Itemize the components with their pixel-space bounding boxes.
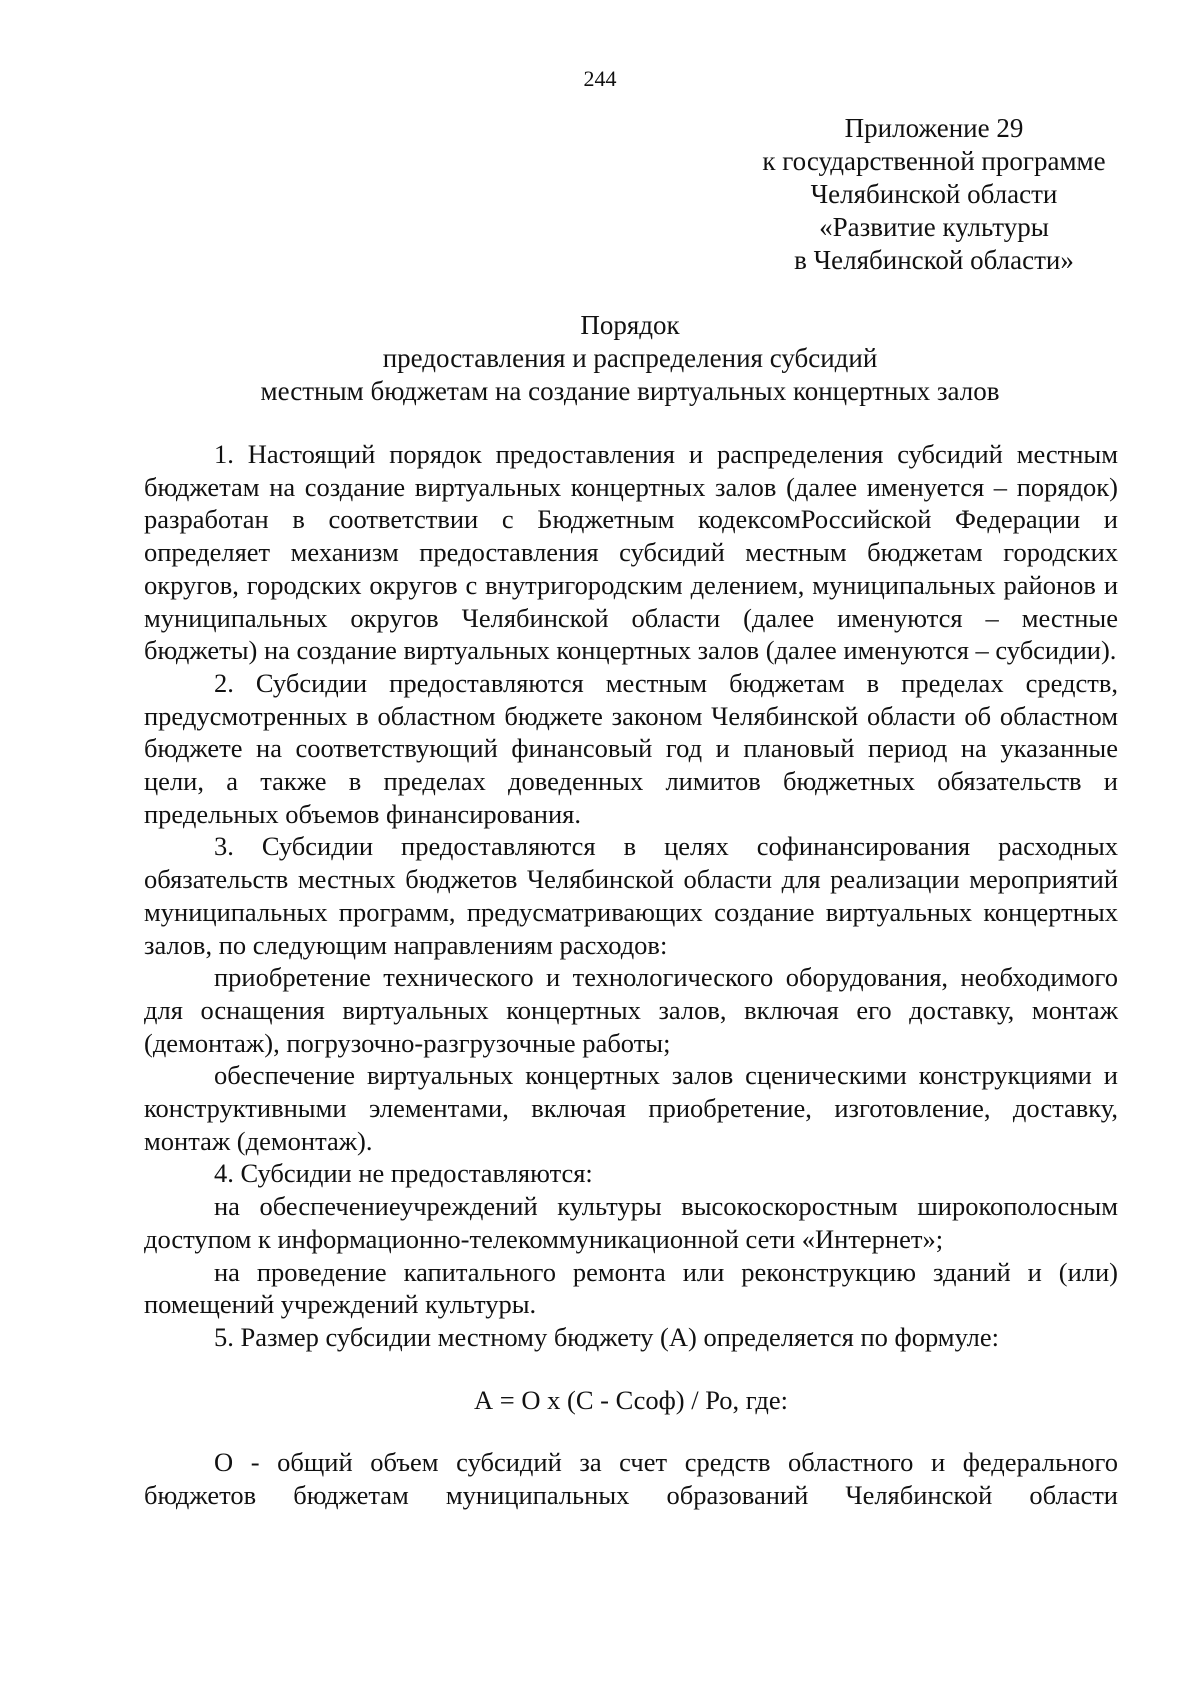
title-line: предоставления и распределения субсидий (382, 343, 878, 373)
paragraph-3-item-1: приобретение технического и технологического оборудования, необходимого для оснащения виртуальных концертных залов, включая его доставку, монтаж (демонтаж), погрузочно-разгрузочные работы; (144, 962, 1118, 1058)
paragraph-4-item-2: на проведение капитального ремонта или реконструкцию зданий и (или) помещений учреждений культуры. (144, 1256, 1118, 1320)
paragraph-5: 5. Размер субсидии местному бюджету (А) определяется по формуле: (214, 1321, 999, 1352)
paragraph-4-item-1: на обеспечениеучреждений культуры высокоскоростным широкополосным доступом к информационно-телекоммуникационной сети «Интернет»; (144, 1191, 1118, 1254)
formula-definition-o: О - общий объем субсидий за счет средств областного и федерального бюджетов бюджетам муниципальных образований Челябинской области (144, 1447, 1118, 1511)
appendix-line: к государственной программе (762, 146, 1106, 176)
paragraph-1: 1. Настоящий порядок предоставления и распределения субсидий местным бюджетам на создание виртуальных концертных залов (далее именуется – порядок) разработан в соответствии с Бюджетным кодексомРоссийской Федерации и определяет механизм предоставления субсидий местным бюджетам городских округов, городских округов с внутригородским делением, муниципальных районов и муниципальных округов Челябинской области (далее именуются – местные бюджеты) на создание виртуальных концертных залов (далее именуются – субсидии). (144, 439, 1118, 666)
title-line: местным бюджетам на создание виртуальных концертных залов (260, 376, 1000, 406)
document-body (144, 438, 1118, 1512)
appendix-line: Приложение 29 (844, 113, 1024, 143)
paragraph-2: 2. Субсидии предоставляются местным бюджетам в пределах средств, предусмотренных в областном бюджете законом Челябинской области об областном бюджете на соответствующий финансовый год и плановый период на указанные цели, а также в пределах доведенных лимитов бюджетных обязательств и предельных объемов финансирования. (144, 667, 1118, 829)
document-title (144, 309, 1116, 408)
title-line: Порядок (580, 310, 680, 340)
appendix-line: «Развитие культуры (819, 212, 1049, 242)
paragraph-3-item-2: обеспечение виртуальных концертных залов сценическими конструкциями и конструктивными элементами, включая приобретение, изготовление, доставку, монтаж (демонтаж). (144, 1060, 1118, 1156)
page-number: 244 (583, 66, 617, 91)
formula: А = О х (С - Ссоф) / Ро, где: (474, 1384, 788, 1415)
paragraph-3: 3. Субсидии предоставляются в целях софинансирования расходных обязательств местных бюджетов Челябинской области для реализации мероприятий муниципальных программ, предусматривающих создание виртуальных концертных залов, по следующим направлениям расходов: (144, 831, 1118, 960)
appendix-block (752, 112, 1116, 277)
paragraph-4: 4. Субсидии не предоставляются: (214, 1158, 593, 1189)
appendix-line: Челябинской области (810, 179, 1058, 209)
appendix-line: в Челябинской области» (794, 245, 1074, 275)
